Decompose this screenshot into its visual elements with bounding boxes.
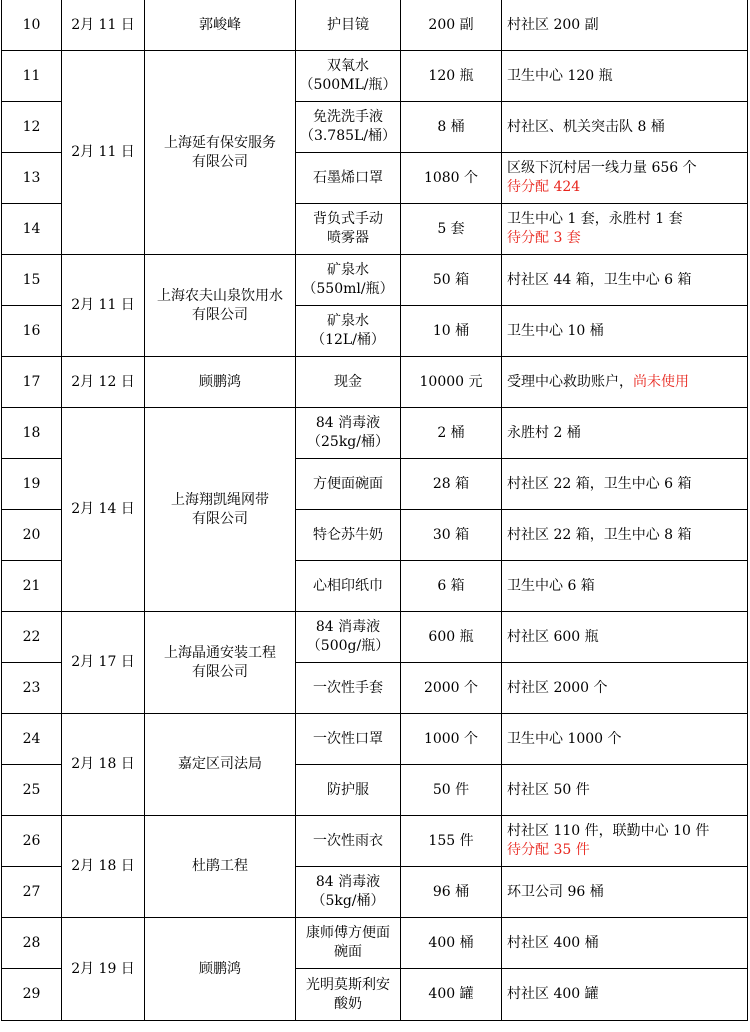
allocation-line xyxy=(507,985,745,1004)
cell-line: 防护服 xyxy=(327,781,369,798)
donation-date: 2月 11 日 xyxy=(62,0,145,51)
item-quantity: 5 套 xyxy=(401,204,502,255)
cell-line: 矿泉水 xyxy=(327,313,369,329)
allocation-line xyxy=(507,577,745,596)
allocation-text: 村社区 110 件，联勤中心 10 件 xyxy=(507,823,710,839)
allocation xyxy=(502,867,748,918)
donation-date: 2月 11 日 xyxy=(62,51,145,255)
cell-line: 84 消毒液 xyxy=(315,619,381,635)
donor-name xyxy=(145,612,296,714)
table-row xyxy=(2,51,748,102)
pending-allocation-text: 待分配 424 xyxy=(507,179,581,195)
cell-line: 一次性口罩 xyxy=(313,730,383,747)
cell-line: （550ml/瓶） xyxy=(302,281,394,297)
allocation xyxy=(502,153,748,204)
allocation-text: 村社区 50 件 xyxy=(507,781,590,798)
cell-line: 杜鹃工程 xyxy=(192,858,248,874)
allocation xyxy=(502,816,748,867)
row-number: 17 xyxy=(2,357,62,408)
allocation xyxy=(502,612,748,663)
row-number: 15 xyxy=(2,255,62,306)
cell-line: 顾鹏鸿 xyxy=(199,373,241,390)
cell-line: 上海农夫山泉饮用水 xyxy=(157,287,283,304)
cell-line: 矿泉水 xyxy=(327,262,369,278)
row-number: 24 xyxy=(2,714,62,765)
cell-line: 碗面 xyxy=(334,944,362,960)
allocation-line xyxy=(507,118,745,137)
donor-name xyxy=(145,816,296,918)
cell-line: （500ML/瓶） xyxy=(299,77,397,93)
donation-date: 2月 18 日 xyxy=(62,816,145,918)
item-quantity: 96 桶 xyxy=(401,867,502,918)
item-name xyxy=(296,357,401,408)
row-number: 16 xyxy=(2,306,62,357)
cell-line: 光明莫斯利安 xyxy=(306,976,390,993)
cell-line: 84 消毒液 xyxy=(315,874,381,890)
row-number: 18 xyxy=(2,408,62,459)
allocation-line xyxy=(507,679,745,698)
row-number: 14 xyxy=(2,204,62,255)
allocation-line xyxy=(507,159,745,178)
cell-line: 石墨烯口罩 xyxy=(313,169,383,186)
donation-date: 2月 14 日 xyxy=(62,408,145,612)
allocation xyxy=(502,561,748,612)
item-name xyxy=(296,459,401,510)
item-name xyxy=(296,153,401,204)
allocation xyxy=(502,306,748,357)
cell-line: 心相印纸巾 xyxy=(313,577,383,594)
cell-line: 顾鹏鸿 xyxy=(199,960,241,977)
allocation-text: 村社区 44 箱，卫生中心 6 箱 xyxy=(507,271,692,288)
donation-date: 2月 12 日 xyxy=(62,357,145,408)
donation-table xyxy=(1,0,748,1021)
donor-name xyxy=(145,0,296,51)
allocation xyxy=(502,204,748,255)
allocation xyxy=(502,102,748,153)
row-number: 13 xyxy=(2,153,62,204)
table-row xyxy=(2,714,748,765)
item-name xyxy=(296,306,401,357)
row-number: 22 xyxy=(2,612,62,663)
allocation xyxy=(502,714,748,765)
row-number: 23 xyxy=(2,663,62,714)
allocation-text: 受理中心救助账户， xyxy=(507,373,633,390)
row-number: 26 xyxy=(2,816,62,867)
pending-allocation-text: 尚未使用 xyxy=(633,373,689,390)
allocation xyxy=(502,765,748,816)
item-name xyxy=(296,204,401,255)
allocation xyxy=(502,0,748,51)
donation-date: 2月 11 日 xyxy=(62,255,145,357)
row-number: 11 xyxy=(2,51,62,102)
item-name xyxy=(296,969,401,1021)
allocation-text: 村社区 400 桶 xyxy=(507,934,599,951)
allocation-text: 村社区 22 箱，卫生中心 8 箱 xyxy=(507,526,692,543)
item-name xyxy=(296,714,401,765)
item-quantity: 120 瓶 xyxy=(401,51,502,102)
allocation-text: 村社区 600 瓶 xyxy=(507,628,599,645)
allocation-text: 卫生中心 10 桶 xyxy=(507,322,604,339)
allocation xyxy=(502,969,748,1021)
allocation-line xyxy=(507,883,745,902)
cell-line: 嘉定区司法局 xyxy=(178,756,262,772)
item-quantity: 2 桶 xyxy=(401,408,502,459)
allocation xyxy=(502,357,748,408)
item-name xyxy=(296,867,401,918)
cell-line: 有限公司 xyxy=(192,510,248,527)
item-quantity: 400 罐 xyxy=(401,969,502,1021)
donation-date: 2月 19 日 xyxy=(62,918,145,1021)
cell-line: 酸奶 xyxy=(334,995,362,1012)
cell-line: 有限公司 xyxy=(192,153,248,170)
allocation-line xyxy=(507,424,745,443)
table-row xyxy=(2,357,748,408)
cell-line: 免洗洗手液 xyxy=(313,109,383,125)
row-number: 10 xyxy=(2,0,62,51)
row-number: 20 xyxy=(2,510,62,561)
allocation-text: 永胜村 2 桶 xyxy=(507,424,581,441)
allocation xyxy=(502,408,748,459)
item-quantity: 50 件 xyxy=(401,765,502,816)
item-quantity: 600 瓶 xyxy=(401,612,502,663)
allocation-text: 区级下沉村居一线力量 656 个 xyxy=(507,160,697,176)
allocation-line xyxy=(507,322,745,341)
item-quantity: 400 桶 xyxy=(401,918,502,969)
allocation-text: 卫生中心 120 瓶 xyxy=(507,67,613,84)
donor-name xyxy=(145,255,296,357)
cell-line: 一次性雨衣 xyxy=(313,832,383,849)
donation-table-body xyxy=(2,0,748,1021)
cell-line: 双氧水 xyxy=(327,58,369,74)
pending-allocation-text: 待分配 35 件 xyxy=(507,842,590,858)
item-quantity: 10000 元 xyxy=(401,357,502,408)
row-number: 25 xyxy=(2,765,62,816)
item-quantity: 2000 个 xyxy=(401,663,502,714)
item-name xyxy=(296,102,401,153)
pending-allocation-text: 待分配 3 套 xyxy=(507,230,581,246)
item-name xyxy=(296,51,401,102)
item-quantity: 8 桶 xyxy=(401,102,502,153)
table-row xyxy=(2,612,748,663)
allocation-text: 村社区 200 副 xyxy=(507,16,599,33)
allocation xyxy=(502,663,748,714)
allocation-text: 村社区、机关突击队 8 桶 xyxy=(507,118,665,135)
item-name xyxy=(296,663,401,714)
allocation-text: 村社区 2000 个 xyxy=(507,679,608,696)
row-number: 19 xyxy=(2,459,62,510)
table-row xyxy=(2,408,748,459)
item-name xyxy=(296,510,401,561)
allocation-line xyxy=(507,373,745,392)
item-quantity: 6 箱 xyxy=(401,561,502,612)
cell-line: 方便面碗面 xyxy=(313,475,383,492)
cell-line: （12L/桶） xyxy=(311,332,385,348)
donor-name xyxy=(145,918,296,1021)
cell-line: 有限公司 xyxy=(192,306,248,323)
allocation-line xyxy=(507,730,745,749)
allocation xyxy=(502,918,748,969)
allocation-line xyxy=(507,781,745,800)
item-name xyxy=(296,612,401,663)
cell-line: 喷雾器 xyxy=(327,230,369,246)
allocation-text: 卫生中心 1000 个 xyxy=(507,730,622,747)
allocation-line xyxy=(507,841,745,860)
allocation-text: 村社区 22 箱，卫生中心 6 箱 xyxy=(507,475,692,492)
allocation-line xyxy=(507,210,745,229)
table-row xyxy=(2,255,748,306)
cell-line: （5kg/桶） xyxy=(311,893,385,909)
cell-line: 有限公司 xyxy=(192,663,248,680)
cell-line: 上海晶通安装工程 xyxy=(164,644,276,661)
row-number: 29 xyxy=(2,969,62,1021)
item-name xyxy=(296,816,401,867)
cell-line: （3.785L/桶） xyxy=(299,128,397,144)
cell-line: 特仑苏牛奶 xyxy=(313,526,383,543)
item-quantity: 1000 个 xyxy=(401,714,502,765)
allocation xyxy=(502,459,748,510)
allocation-text: 卫生中心 1 套，永胜村 1 套 xyxy=(507,211,683,227)
table-row xyxy=(2,816,748,867)
allocation-line xyxy=(507,16,745,35)
donation-date: 2月 17 日 xyxy=(62,612,145,714)
row-number: 28 xyxy=(2,918,62,969)
item-quantity: 28 箱 xyxy=(401,459,502,510)
cell-line: （500g/瓶） xyxy=(306,638,390,654)
item-name xyxy=(296,0,401,51)
allocation-text: 环卫公司 96 桶 xyxy=(507,883,604,900)
row-number: 27 xyxy=(2,867,62,918)
cell-line: 一次性手套 xyxy=(313,679,383,696)
allocation-line xyxy=(507,178,745,197)
row-number: 21 xyxy=(2,561,62,612)
allocation-line xyxy=(507,628,745,647)
cell-line: 上海延有保安服务 xyxy=(164,134,276,151)
cell-line: 上海翔凯绳网带 xyxy=(171,491,269,508)
cell-line: 现金 xyxy=(334,373,362,390)
item-quantity: 10 桶 xyxy=(401,306,502,357)
item-name xyxy=(296,918,401,969)
donor-name xyxy=(145,357,296,408)
allocation-text: 卫生中心 6 箱 xyxy=(507,577,595,594)
allocation-line xyxy=(507,475,745,494)
cell-line: （25kg/桶） xyxy=(307,434,389,450)
donor-name xyxy=(145,714,296,816)
allocation xyxy=(502,255,748,306)
cell-line: 84 消毒液 xyxy=(315,415,381,431)
table-row xyxy=(2,0,748,51)
allocation-line xyxy=(507,229,745,248)
allocation-text: 村社区 400 罐 xyxy=(507,986,599,1002)
allocation-line xyxy=(507,271,745,290)
item-name xyxy=(296,408,401,459)
allocation-line xyxy=(507,822,745,841)
donor-name xyxy=(145,51,296,255)
allocation-line xyxy=(507,934,745,953)
cell-line: 背负式手动 xyxy=(313,211,383,227)
donor-name xyxy=(145,408,296,612)
cell-line: 郭峻峰 xyxy=(199,16,241,33)
allocation-line xyxy=(507,67,745,86)
allocation xyxy=(502,51,748,102)
item-quantity: 1080 个 xyxy=(401,153,502,204)
item-quantity: 200 副 xyxy=(401,0,502,51)
allocation xyxy=(502,510,748,561)
allocation-line xyxy=(507,526,745,545)
item-quantity: 30 箱 xyxy=(401,510,502,561)
donation-date: 2月 18 日 xyxy=(62,714,145,816)
cell-line: 护目镜 xyxy=(327,16,369,33)
item-name xyxy=(296,561,401,612)
item-name xyxy=(296,255,401,306)
table-row xyxy=(2,918,748,969)
item-name xyxy=(296,765,401,816)
cell-line: 康师傅方便面 xyxy=(306,925,390,941)
item-quantity: 155 件 xyxy=(401,816,502,867)
row-number: 12 xyxy=(2,102,62,153)
item-quantity: 50 箱 xyxy=(401,255,502,306)
